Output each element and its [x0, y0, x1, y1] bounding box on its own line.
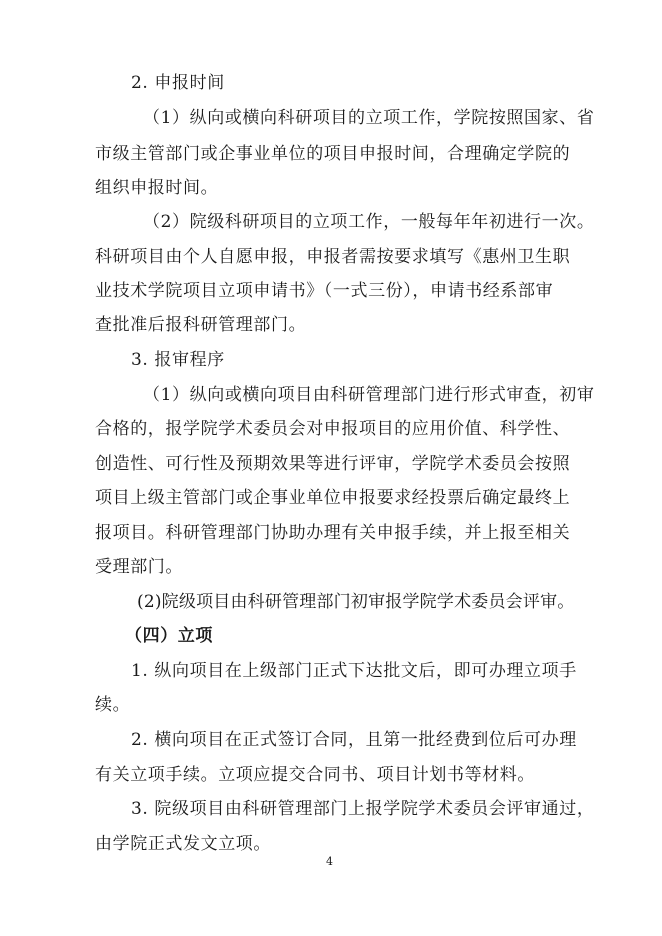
section-heading-project-approval: （四）立项	[125, 626, 213, 646]
paragraph-line: 业技术学院项目立项申请书》（一式三份），申请书经系部审	[95, 281, 554, 301]
paragraph-line: 有关立项手续。立项应提交合同书、项目计划书等材料。	[95, 765, 535, 785]
paragraph-line: 合格的，报学院学术委员会对申报项目的应用价值、科学性、	[95, 419, 571, 439]
paragraph-line: 组织申报时间。	[95, 178, 219, 198]
paragraph-line: (2)院级项目由科研管理部门初审报学院学术委员会评审。	[137, 592, 575, 612]
paragraph-line: 查批准后报科研管理部门。	[95, 315, 307, 335]
subheading-apply-time: 2. 申报时间	[131, 73, 225, 93]
paragraph-line: 受理部门。	[95, 557, 183, 577]
paragraph-line: 报项目。科研管理部门协助办理有关申报手续，并上报至相关	[95, 523, 571, 543]
paragraph-line: 项目上级主管部门或企事业单位申报要求经投票后确定最终上	[95, 488, 571, 508]
paragraph-line: 续。	[95, 695, 131, 715]
paragraph-line: 1. 纵向项目在上级部门正式下达批文后，即可办理立项手	[131, 661, 577, 681]
subheading-review-procedure: 3. 报审程序	[131, 350, 225, 370]
paragraph-line: （1）纵向或横向科研项目的立项工作，学院按照国家、省	[143, 108, 595, 128]
paragraph-line: 创造性、可行性及预期效果等进行评审，学院学术委员会按照	[95, 454, 571, 474]
paragraph-line: 市级主管部门或企事业单位的项目申报时间，合理确定学院的	[95, 144, 571, 164]
paragraph-line: 3. 院级项目由科研管理部门上报学院学术委员会评审通过，	[131, 799, 595, 819]
paragraph-line: （1）纵向或横向项目由科研管理部门进行形式审查，初审	[143, 385, 595, 405]
paragraph-line: 由学院正式发文立项。	[95, 834, 271, 854]
paragraph-line: 科研项目由个人自愿申报，申报者需按要求填写《惠州卫生职	[95, 247, 571, 267]
paragraph-line: 2. 横向项目在正式签订合同，且第一批经费到位后可办理	[131, 730, 577, 750]
paragraph-line: （2）院级科研项目的立项工作，一般每年年初进行一次。	[143, 212, 595, 232]
page-number: 4	[326, 855, 333, 868]
